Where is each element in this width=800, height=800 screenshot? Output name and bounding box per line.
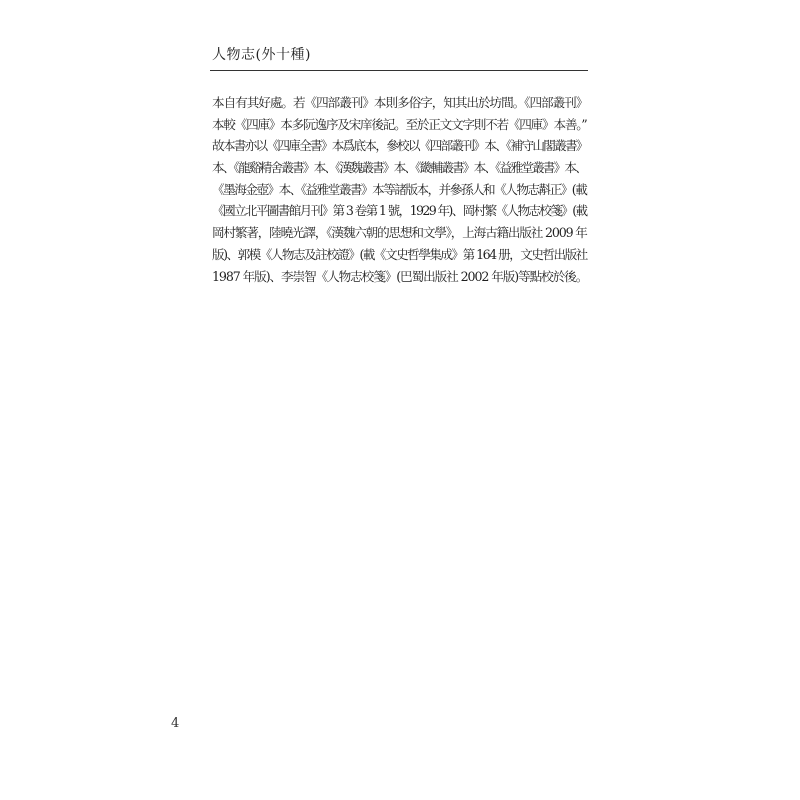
body-line: 本自有其好處。若《四部叢刊》本則多俗字，知其出於坊間。《四部叢刊》 bbox=[212, 95, 588, 110]
body-line: 故本書亦以《四庫全書》本爲底本，參校以《四部叢刊》本、《補守山閣叢書》 bbox=[212, 138, 587, 154]
header-rule bbox=[210, 70, 588, 71]
body-line: 1987 年版)、李崇智《人物志校箋》(巴蜀出版社 2002 年版)等點校於後。 bbox=[212, 268, 588, 284]
body-line: 版)、郭模《人物志及註校證》(載《文史哲學集成》第 164 册，文史哲出版社 bbox=[212, 246, 587, 262]
body-line: 《墨海金壺》本、《益雅堂叢書》本等諸版本，并參孫人和《人物志斠正》(載 bbox=[212, 181, 587, 197]
body-line: 本、《龍谿精舍叢書》本、《漢魏叢書》本、《畿輔叢書》本、《益雅堂叢書》本、 bbox=[212, 160, 586, 176]
body-line: 本較《四庫》本多阮逸序及宋庠後記。至於正文文字則不若《四庫》本善。” bbox=[212, 116, 587, 132]
page-number: 4 bbox=[171, 716, 180, 731]
body-line: 《國立北平圖書館月刊》第 3 卷第 1 號，1929 年)、岡村繁《人物志校箋》(載 bbox=[212, 203, 587, 219]
body-line: 岡村繁著，陸曉光譯，《漢魏六朝的思想和文學》，上海古籍出版社 2009 年 bbox=[212, 225, 587, 241]
running-head: 人物志(外十種) bbox=[212, 47, 311, 63]
body-text bbox=[212, 92, 588, 287]
